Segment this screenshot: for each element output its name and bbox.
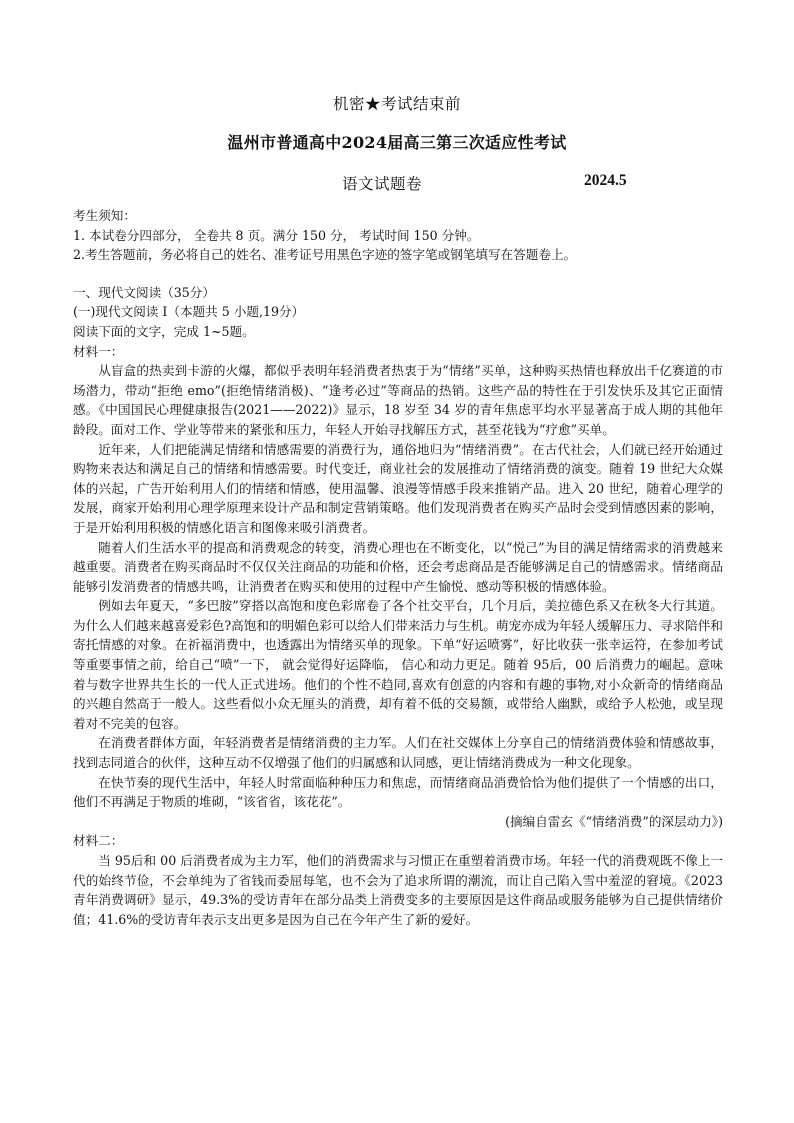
material1-paragraph: 在快节奏的现代生活中，年轻人时常面临种种压力和焦虑，而情绪商品消费恰恰为他们提供了一个情感的出口，他们不再满足于物质的堆砌，“该省省，该花花”。 <box>73 774 723 810</box>
material1-paragraph: 随着人们生活水平的提高和消费观念的转变，消费心理也在不断变化，以“悦己”为目的满足情绪需求的消费越来越重要。消费者在购买商品时不仅仅关注商品的功能和价格，还会考虑商品是否能够满足自己的情感需求。情绪商品能够引发消费者的情感共鸣，让消费者在购买和使用的过程中产生愉悦、感动等积极的情感体验。 <box>73 539 723 594</box>
material1-paragraph: 从盲盒的热卖到卡游的火爆，都似乎表明年轻消费者热衷于为“情绪”买单，这种购买热情也释放出千亿赛道的市场潜力，带动“拒绝 emo”(拒绝情绪消极)、“逢考必过”等商品的热销。这些产品的特性在于引发快乐及其它正面情感。《中国国民心理健康报告(2021——2022)》显示，18 岁至 34 岁的青年焦虑平均水平显著高于成人期的其他年龄段。面对工作、学业等带来的紧张和压力，年轻人开始寻找解压方式，甚至花钱为“疗愈”买单。 <box>73 363 723 437</box>
material1-paragraph: 近年来，人们把能满足情绪和情感需要的消费行为，通俗地归为“情绪消费”。在古代社会，人们就已经开始通过购物来表达和满足自己的情绪和情感需要。时代变迁，商业社会的发展推动了情绪消费的演变。随着 19 世纪大众媒体的兴起，广告开始利用人们的情绪和情感，使用温馨、浪漫等情感手段来推销产品。进入 20 世纪，随着心理学的发展，商家开始利用心理学原理来设计产品和制定营销策略。他们发现消费者在购买产品时会受到情感因素的影响，于是开始利用积极的情感化语言和图像来吸引消费者。 <box>73 441 723 535</box>
exam-title: 温州市普通高中2024届高三第三次适应性考试 <box>227 133 567 152</box>
material1-paragraph: 例如去年夏天，“多巴胺”穿搭以高饱和度色彩席卷了各个社交平台，几个月后，美拉德色系又在秋冬大行其道。为什么人们越来越喜爱彩色?高饱和的明媚色彩可以给人们带来活力与生机。萌宠亦成为年轻人缓解压力、寻求陪伴和寄托情感的对象。在祈福消费中，也透露出为情绪买单的现象。下单“好运喷雾”，好比收获一张幸运符，在参加考试等重要事情之前，给自己“喷”一下， 就会觉得好运降临， 信心和动力更足。随着 95后，00 后消费力的崛起。意味着与数字世界共生长的一代人正式进场。他们的个性不趋同,喜欢有创意的内容和有趣的事物,对小众新奇的情绪商品的兴趣自然高于一般人。这些看似小众无厘头的消费，却有着不低的交易额，或带给人幽默，或给予人松弛，或呈现着对不完美的包容。 <box>73 598 723 731</box>
exam-date: 2024.5 <box>584 172 627 189</box>
confidential-mark: 机密★考试结束前 <box>332 95 461 113</box>
document-body <box>73 206 723 929</box>
notice-item-2: 2.考生答题前，务必将自己的姓名、准考证号用黑色字迹的签字笔或钢笔填写在答题卷上。 <box>73 247 577 263</box>
reading-instruction: 阅读下面的文字，完成 1~5题。 <box>73 323 255 339</box>
section-heading: 一、现代文阅读（35分） <box>73 284 215 300</box>
material1-label: 材料一： <box>73 343 124 359</box>
material2-paragraph: 当 95后和 00 后消费者成为主力军，他们的消费需求与习惯正在重塑着消费市场。年轻一代的消费观既不像上一代的始终节俭，不会单纯为了省钱而委屈每笔，也不会为了追求所谓的潮流，而让自己陷入雪中羞涩的窘境。《2023 青年消费调研》显示，49.3%的受访青年在部分品类上消费变多的主要原因是这件商品或服务能够为自己提供情绪价值；41.6%的受访青年表示支出更多是因为自己在今年产生了新的爱好。 <box>73 853 723 927</box>
material1-source: (摘编自雷玄《“情绪消费”的深层动力》) <box>505 813 723 829</box>
notice-label: 考生须知： <box>73 208 136 223</box>
subtitle-row <box>0 172 794 196</box>
section-subheading: (一)现代文阅读 I（本题共 5 小题,19分） <box>73 304 305 320</box>
notice-item-1: 1. 本试卷分四部分， 全卷共 8 页。满分 150 分， 考试时间 150 分钟。 <box>73 227 480 243</box>
paper-subtitle: 语文试题卷 <box>342 175 423 193</box>
material2-label: 材料二： <box>73 833 124 849</box>
material1-paragraph: 在消费者群体方面，年轻消费者是情绪消费的主力军。人们在社交媒体上分享自己的情绪消费体验和情感故事，找到志同道合的伙伴，这种互动不仅增强了他们的归属感和认同感，更让情绪消费成为一种文化现象。 <box>73 735 723 771</box>
